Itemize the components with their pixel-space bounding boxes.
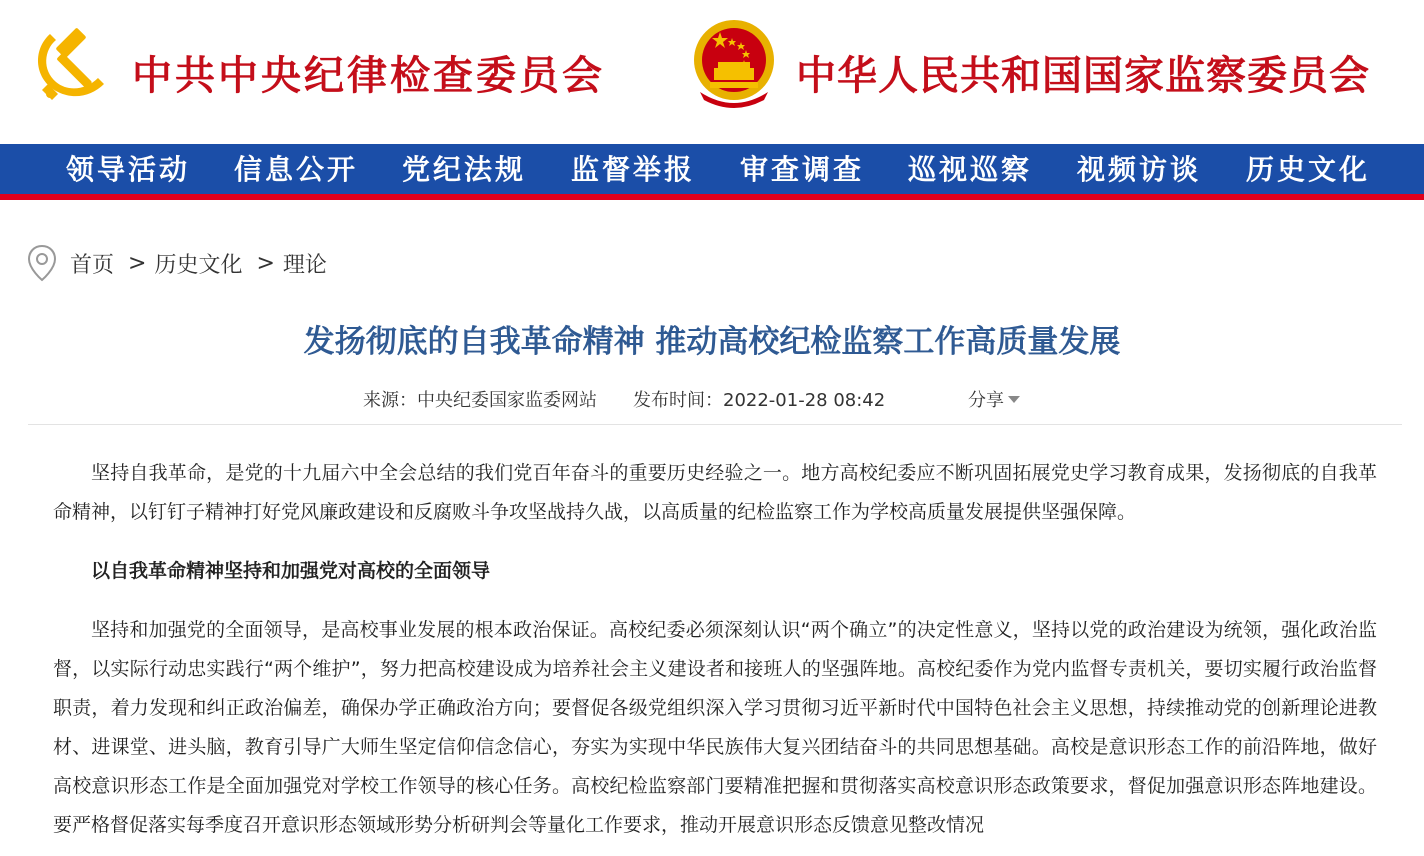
chevron-down-icon [1008,396,1020,403]
time-label: 发布时间： [633,390,723,411]
share-label: 分享 [968,390,1004,411]
nav-item-video-interview[interactable]: 视频访谈 [1077,153,1202,186]
location-pin-icon [26,244,58,282]
breadcrumb-separator: > [256,250,275,276]
article-paragraph: 坚持和加强党的全面领导，是高校事业发展的根本政治保证。高校纪委必须深刻认识“两个确立”的决定性意义，坚持以党的政治建设为统领，强化政治监督，以实际行动忠实践行“两个维护”，努力把高校建设成为培养社会主义建设者和接班人的坚强阵地。高校纪委作为党内监督专责机关，要切实履行政治监督职责，着力发现和纠正政治偏差，确保办学正确政治方向；要督促各级党组织深入学习贯彻习近平新时代中国特色社会主义思想，持续推动党的创新理论进教材、进课堂、进头脑，教育引导广大师生坚定信仰信念信心，夯实为实现中华民族伟大复兴团结奋斗的共同思想基础。高校是意识形态工作的前沿阵地，做好高校意识形态工作是全面加强党对学校工作领导的核心任务。高校纪检监察部门要精准把握和贯彻落实高校意识形态政策要求，督促加强意识形态阵地建设。要严格督促落实每季度召开意识形态领域形势分析研判会等量化工作要求，推动开展意识形态反馈意见整改情况 [53,619,1377,836]
article-source [363,388,597,414]
nav-item-inspection[interactable]: 巡视巡察 [908,153,1033,186]
main-nav [0,144,1424,200]
article-title: 发扬彻底的自我革命精神 推动高校纪检监察工作高质量发展 [303,324,1121,360]
hammer-sickle-icon[interactable] [28,20,114,106]
nav-item-leadership[interactable]: 领导活动 [66,153,191,186]
breadcrumb-separator: > [128,250,147,276]
article-body [53,454,1377,856]
breadcrumb [26,244,327,282]
share-button[interactable] [968,388,1020,414]
breadcrumb-history-culture[interactable]: 历史文化 [154,252,243,278]
org-name-nsc[interactable]: 中华人民共和国国家监察委员会 [796,52,1370,99]
article-time [633,388,885,414]
national-emblem-icon[interactable] [690,18,778,108]
time-value: 2022-01-28 08:42 [723,390,886,411]
article-subheading: 以自我革命精神坚持和加强党对高校的全面领导 [91,560,491,582]
meta-divider [28,424,1402,425]
nav-item-info-disclosure[interactable]: 信息公开 [234,153,359,186]
source-value: 中央纪委国家监委网站 [417,390,597,411]
nav-item-history-culture[interactable]: 历史文化 [1246,153,1371,186]
article-paragraph: 坚持自我革命，是党的十九届六中全会总结的我们党百年奋斗的重要历史经验之一。地方高校纪委应不断巩固拓展党史学习教育成果，发扬彻底的自我革命精神，以钉钉子精神打好党风廉政建设和反腐败斗争攻坚战持久战，以高质量的纪检监察工作为学校高质量发展提供坚强保障。 [53,462,1377,523]
nav-item-investigation[interactable]: 审查调查 [740,153,865,186]
breadcrumb-theory[interactable]: 理论 [282,252,327,278]
source-label: 来源： [363,390,417,411]
org-name-ccdi[interactable]: 中共中央纪律检查委员会 [132,52,605,99]
nav-item-supervision-report[interactable]: 监督举报 [571,153,696,186]
breadcrumb-home[interactable]: 首页 [70,252,115,278]
nav-item-party-rules[interactable]: 党纪法规 [402,153,527,186]
site-header [0,0,1424,144]
